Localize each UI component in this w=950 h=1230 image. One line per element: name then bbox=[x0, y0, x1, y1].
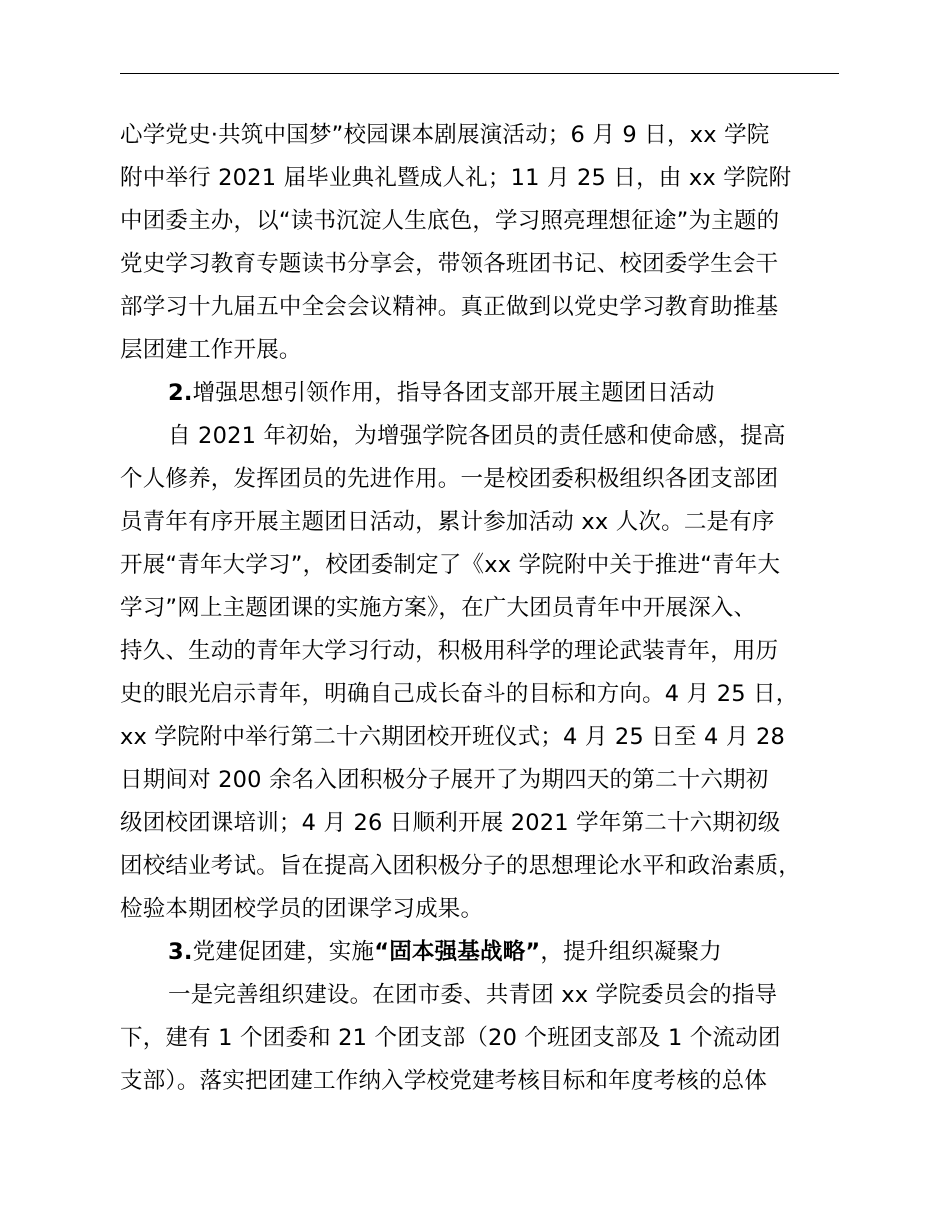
text-line: 级团校团课培训；4 月 26 日顺利开展 2021 学年第二十六期初级 bbox=[120, 810, 781, 836]
text-line: 部学习十九届五中全会会议精神。真正做到以党史学习教育助推基 bbox=[120, 294, 779, 320]
text-line: 党史学习教育专题读书分享会，带领各班团书记、校团委学生会干 bbox=[120, 251, 779, 277]
heading-text-b: “固本强基战略” bbox=[374, 939, 541, 965]
document-body bbox=[120, 114, 850, 1103]
text-line: 支部）。落实把团建工作纳入学校党建考核目标和年度考核的总体 bbox=[120, 1068, 768, 1094]
section-heading-3 bbox=[120, 931, 850, 974]
text-line: 下，建有 1 个团委和 21 个团支部（20 个班团支部及 1 个流动团 bbox=[120, 1025, 781, 1051]
text-line: 个人修养，发挥团员的先进作用。一是校团委积极组织各团支部团 bbox=[120, 466, 779, 492]
text-line: xx 学院附中举行第二十六期团校开班仪式；4 月 25 日至 4 月 28 bbox=[120, 724, 785, 750]
text-line: 持久、生动的青年大学习行动，积极用科学的理论武装青年，用历 bbox=[120, 638, 779, 664]
text-line: 员青年有序开展主题团日活动，累计参加活动 xx 人次。二是有序 bbox=[120, 509, 775, 535]
text-line: 附中举行 2021 届毕业典礼暨成人礼；11 月 25 日，由 xx 学院附 bbox=[120, 165, 792, 191]
text-line: 一是完善组织建设。在团市委、共青团 xx 学院委员会的指导 bbox=[168, 982, 778, 1008]
heading-number: 2. bbox=[168, 380, 193, 406]
text-line: 日期间对 200 余名入团积极分子展开了为期四天的第二十六期初 bbox=[120, 767, 769, 793]
text-line: 团校结业考试。旨在提高入团积极分子的思想理论水平和政治素质， bbox=[120, 853, 802, 879]
text-line: 检验本期团校学员的团课学习成果。 bbox=[120, 896, 484, 922]
text-line: 层团建工作开展。 bbox=[120, 337, 302, 363]
section-heading-2 bbox=[120, 372, 850, 415]
text-line: 学习”网上主题团课的实施方案》，在广大团员青年中开展深入、 bbox=[120, 595, 757, 621]
text-line: 史的眼光启示青年，明确自己成长奋斗的目标和方向。4 月 25 日， bbox=[120, 681, 799, 707]
heading-number: 3. bbox=[168, 939, 193, 965]
text-line: 心学党史·共筑中国梦”校园课本剧展演活动；6 月 9 日，xx 学院 bbox=[120, 122, 770, 148]
text-line: 开展“青年大学习”，校团委制定了《xx 学院附中关于推进“青年大 bbox=[120, 552, 781, 578]
heading-text: 增强思想引领作用，指导各团支部开展主题团日活动 bbox=[192, 380, 715, 406]
heading-text-c: ，提升组织凝聚力 bbox=[540, 939, 723, 965]
header-rule bbox=[120, 73, 839, 74]
heading-text-a: 党建促团建，实施 bbox=[192, 939, 375, 965]
text-line: 自 2021 年初始，为增强学院各团员的责任感和使命感，提高 bbox=[168, 423, 786, 449]
text-line: 中团委主办，以“读书沉淀人生底色，学习照亮理想征途”为主题的 bbox=[120, 208, 780, 234]
